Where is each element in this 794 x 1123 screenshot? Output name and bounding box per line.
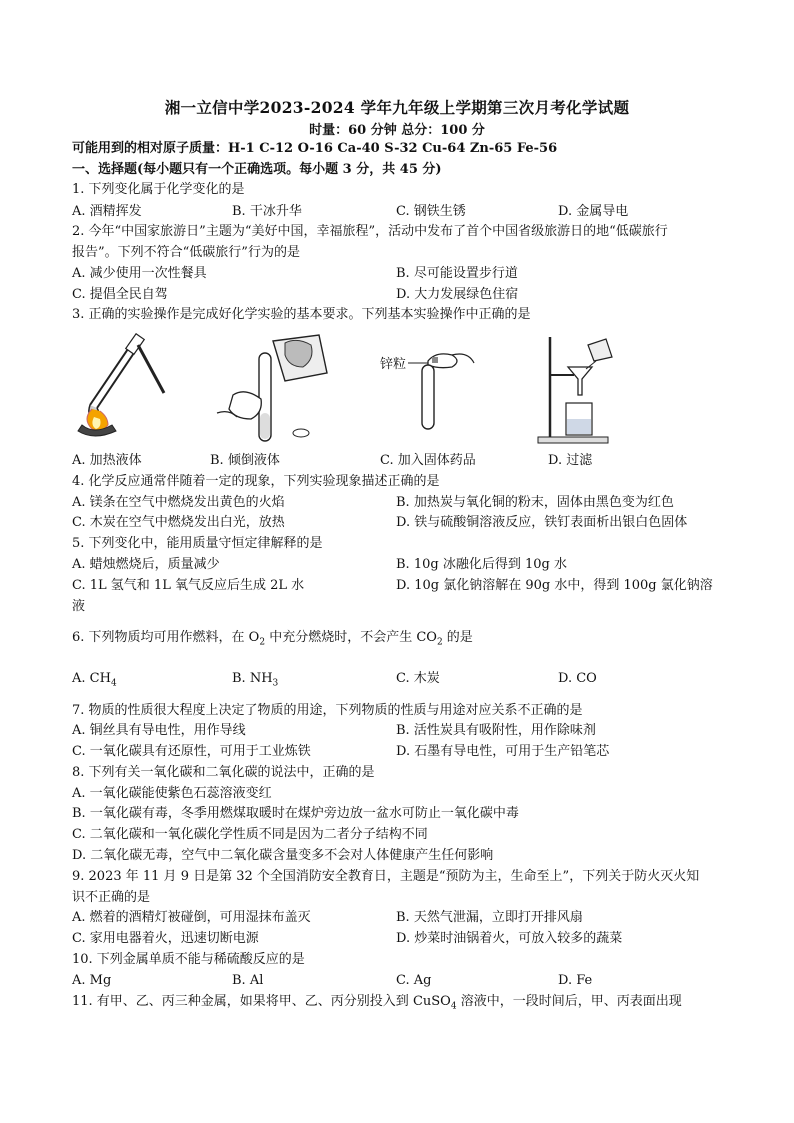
question-1-stem: 1. 下列变化属于化学变化的是: [72, 182, 245, 197]
question-9-stem-line2: 识不正确的是: [72, 890, 151, 905]
question-1-option-d: D. 金属导电: [558, 204, 629, 219]
question-7-stem: 7. 物质的性质很大程度上决定了物质的用途，下列物质的性质与用途对应关系不正确的是: [72, 703, 583, 718]
question-2-option-b: B. 尽可能设置步行道: [396, 266, 518, 281]
question-8-option-c: C. 二氧化碳和一氧化碳化学性质不同是因为二者分子结构不同: [72, 827, 428, 842]
question-10-option-c: C. Ag: [396, 973, 432, 988]
question-5-option-b: B. 10g 冰融化后得到 10g 水: [396, 557, 567, 572]
question-9-option-c: C. 家用电器着火，迅速切断电源: [72, 931, 259, 946]
atomic-masses: 可能用到的相对原子质量：H-1 C-12 O-16 Ca-40 S-32 Cu-64 Zn-65 Fe-56: [72, 141, 558, 156]
question-4-option-b: B. 加热炭与氧化铜的粉末，固体由黑色变为红色: [396, 495, 674, 510]
question-3-option-c: C. 加入固体药品: [380, 453, 476, 468]
adding-solid-figure: [408, 333, 488, 443]
question-4-option-c: C. 木炭在空气中燃烧发出白光，放热: [72, 515, 285, 530]
question-8-option-b: B. 一氧化碳有毒，冬季用燃煤取暖时在煤炉旁边放一盆水可防止一氧化碳中毒: [72, 806, 519, 821]
question-4-stem: 4. 化学反应通常伴随着一定的现象，下列实验现象描述正确的是: [72, 474, 440, 489]
question-3-option-a: A. 加热液体: [72, 453, 142, 468]
question-10-option-d: D. Fe: [558, 973, 593, 988]
question-6-option-c: C. 木炭: [396, 671, 440, 686]
question-5-option-c: C. 1L 氢气和 1L 氧气反应后生成 2L 水: [72, 578, 305, 593]
question-8-option-a: A. 一氧化碳能使紫色石蕊溶液变红: [72, 786, 272, 801]
heating-liquid-figure: [72, 333, 172, 443]
question-2-option-c: C. 提倡全民自驾: [72, 287, 168, 302]
question-8-option-d: D. 二氧化碳无毒，空气中二氧化碳含量变多不会对人体健康产生任何影响: [72, 848, 494, 863]
question-9-option-d: D. 炒菜时油锅着火，可放入较多的蔬菜: [396, 931, 623, 946]
question-6-stem: 6. 下列物质均可用作燃料，在 $O_2$ 中充分燃烧时，不会产生 $CO_2$ 的是: [72, 630, 473, 648]
question-8-stem: 8. 下列有关一氧化碳和二氧化碳的说法中，正确的是: [72, 765, 375, 780]
question-10-option-b: B. Al: [232, 973, 264, 988]
question-6-option-a: A. $CH_4$: [72, 671, 117, 689]
question-3-option-b: B. 倾倒液体: [210, 453, 280, 468]
question-2-option-a: A. 减少使用一次性餐具: [72, 266, 207, 281]
question-5-option-a: A. 蜡烛燃烧后，质量减少: [72, 557, 220, 572]
question-6-option-d: D. CO: [558, 671, 597, 686]
question-5-option-d-continued: 液: [72, 599, 86, 614]
question-3-stem: 3. 正确的实验操作是完成好化学实验的基本要求。下列基本实验操作中正确的是: [72, 307, 531, 322]
question-3-option-d: D. 过滤: [548, 453, 593, 468]
question-1-option-c: C. 钢铁生锈: [396, 204, 466, 219]
question-7-option-b: B. 活性炭具有吸附性，用作除味剂: [396, 723, 596, 738]
question-1-option-b: B. 干冰升华: [232, 204, 302, 219]
question-11-stem: 11. 有甲、乙、丙三种金属，如果将甲、乙、丙分别投入到 CuSO$_4$ 溶液中，一段时间后，甲、丙表面出现: [72, 994, 682, 1012]
question-2-stem-line1: 2. 今年“中国家旅游日”主题为“美好中国，幸福旅程”，活动中发布了首个中国省级旅游日的地“低碳旅行: [72, 224, 668, 239]
section-heading: 一、选择题(每小题只有一个正确选项。每小题 3 分，共 45 分): [72, 162, 442, 177]
question-7-option-c: C. 一氧化碳具有还原性，可用于工业炼铁: [72, 744, 311, 759]
question-6-option-b: B. $NH_3$: [232, 671, 279, 689]
question-7-option-d: D. 石墨有导电性，可用于生产铅笔芯: [396, 744, 610, 759]
question-2-option-d: D. 大力发展绿色住宿: [396, 287, 519, 302]
question-5-option-d: D. 10g 氯化钠溶解在 90g 水中，得到 100g 氯化钠溶: [396, 578, 713, 593]
pouring-liquid-figure: [215, 333, 345, 448]
question-10-option-a: A. Mg: [72, 973, 112, 988]
exam-info: 时量：60 分钟 总分：100 分: [309, 123, 485, 138]
question-4-option-a: A. 镁条在空气中燃烧发出黄色的火焰: [72, 495, 285, 510]
question-5-stem: 5. 下列变化中，能用质量守恒定律解释的是: [72, 536, 323, 551]
question-2-stem-line2: 报告”。下列不符合“低碳旅行”行为的是: [72, 245, 300, 260]
question-10-stem: 10. 下列金属单质不能与稀硫酸反应的是: [72, 952, 305, 967]
question-9-option-a: A. 燃着的酒精灯被碰倒，可用湿抹布盖灭: [72, 910, 311, 925]
question-7-option-a: A. 铜丝具有导电性，用作导线: [72, 723, 246, 738]
zinc-label: 锌粒: [380, 357, 407, 372]
page-title: 湘一立信中学2023-2024 学年九年级上学期第三次月考化学试题: [164, 98, 630, 117]
question-1-option-a: A. 酒精挥发: [72, 204, 142, 219]
question-9-option-b: B. 天然气泄漏，立即打开排风扇: [396, 910, 583, 925]
filtration-figure: [530, 333, 620, 448]
question-9-stem-line1: 9. 2023 年 11 月 9 日是第 32 个全国消防安全教育日，主题是“预防为主，生命至上”，下列关于防火灭火知: [72, 869, 700, 884]
question-4-option-d: D. 铁与硫酸铜溶液反应，铁钉表面析出银白色固体: [396, 515, 688, 530]
